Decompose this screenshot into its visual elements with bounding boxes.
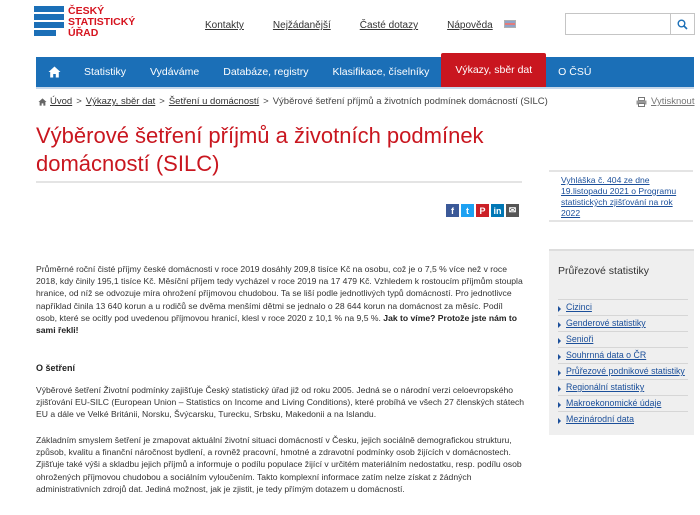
nav-vydavame[interactable]: Vydáváme xyxy=(150,66,200,78)
breadcrumb-vykazy[interactable]: Výkazy, sběr dat xyxy=(85,96,156,107)
facebook-icon[interactable]: f xyxy=(446,204,459,217)
pinterest-icon[interactable]: P xyxy=(476,204,489,217)
purpose-paragraph: Základním smyslem šetření je zmapovat aktuální životní situaci domácností v Česku, jejich sociálně demografickou strukturu, způsob, kvalitu a finanční náročnost bydlení, a rovněž pracovní, hmotné a zdravotní podmínky osob žijících v domácnostech. Zjišťuje také výši a skladbu jejich příjmů a informuje o podílu populace žijící v určitém materiálním nedostatku, resp. podílu osob ohrožených příjmovou chudobou a sociálním vyloučením. Takto komplexní informace zatím nelze získat z žádných administrativních zdrojů dat. Jediná možnost, jak je zjistit, je tedy přímým dotazem u domácností. xyxy=(36,435,522,494)
share-bar xyxy=(446,204,521,217)
email-icon[interactable]: ✉ xyxy=(506,204,519,217)
top-links xyxy=(205,20,522,31)
breadcrumb-separator: > xyxy=(263,96,269,107)
sidebox-item[interactable]: Cizinci xyxy=(558,299,688,315)
home-button[interactable] xyxy=(36,57,72,87)
search-box xyxy=(565,13,695,35)
logo-line-3: ÚŘAD xyxy=(68,27,99,39)
print-link[interactable] xyxy=(636,96,694,107)
breadcrumb-uvod[interactable]: Úvod xyxy=(50,96,73,107)
breadcrumb-current: Výběrové šetření příjmů a životních podmínek domácností (SILC) xyxy=(272,96,548,107)
search-button[interactable] xyxy=(670,14,694,34)
breadcrumb xyxy=(38,96,548,107)
nav-statistiky[interactable]: Statistiky xyxy=(84,66,127,78)
logo-text xyxy=(68,6,135,39)
home-icon xyxy=(38,98,47,106)
linkedin-icon[interactable]: in xyxy=(491,204,504,217)
sidebox-item[interactable]: Mezinárodní data xyxy=(558,411,688,427)
intro-bold: Jak to víme? Protože jste nám to sami řekli! xyxy=(36,312,518,336)
link-napoveda[interactable]: Nápověda xyxy=(447,20,493,31)
search-input[interactable] xyxy=(566,14,670,34)
sidebox-title: Průřezové statistiky xyxy=(558,265,650,277)
twitter-icon[interactable]: t xyxy=(461,204,474,217)
logo-line-1: ČESKÝ xyxy=(68,5,105,17)
nav-vykazy-sber-dat[interactable]: Výkazy, sběr dat xyxy=(441,53,546,87)
home-icon xyxy=(48,66,61,78)
about-paragraph: Výběrové šetření Životní podmínky zajišťuje Český statistický úřad již od roku 2005. Jedná se o národní verzi celoevropského zjišťování EU-SILC (European Union – Statistics on Income and Living Conditions), které probíhá ve všech 27 členských státech EU a dále ve Velké Británii, Norsku, Švýcarsku, Turecku, Srbsku, Makedonii a na Islandu. xyxy=(36,385,525,420)
logo-line-2: STATISTICKÝ xyxy=(68,16,136,28)
printer-icon xyxy=(636,97,647,107)
english-flag-icon[interactable] xyxy=(504,20,516,28)
sidebox-item[interactable]: Regionální statistiky xyxy=(558,379,688,395)
page-title: Výběrové šetření příjmů a životních podmínek domácností (SILC) xyxy=(36,123,484,176)
logo-mark xyxy=(34,6,64,42)
intro-text: Průměrné roční čisté příjmy české domácnosti v roce 2019 dosáhly 209,8 tisíce Kč na osobu, což je o 7,5 % více než v roce 2018, kdy činily 195,1 tisíce Kč. Měsíční příjem tedy vycházel v roce 2019 na 17 479 Kč. Vzhledem k rostoucím příjmům stoupla hranice, od níž se odvozuje míra ohrožení příjmovou chudobou. Ta se liší podle jednotlivých typů domácností. Pro jednotlivce například činila 13 640 korun a u rodičů se dvěma menšími dětmi se jednalo o 28 644 korun na domácnost za měsíc. Podíl osob, které se ocitly pod uvedenou příjmovou hranicí, klesl v roce 2020 z 10,1 % na 9,5 %. xyxy=(36,264,523,323)
sidebox-item[interactable]: Senioři xyxy=(558,331,688,347)
sidebox-list xyxy=(558,299,688,427)
breadcrumb-separator: > xyxy=(159,96,165,107)
nav-klasifikace-ciselniky[interactable]: Klasifikace, číselníky xyxy=(332,66,430,78)
cross-statistics-box xyxy=(549,249,694,435)
sidebox-item[interactable]: Makroekonomické údaje xyxy=(558,395,688,411)
nav-divider xyxy=(36,87,694,89)
nav-databaze-registry[interactable]: Databáze, registry xyxy=(223,66,309,78)
section-heading: O šetření xyxy=(36,363,76,373)
notice-link[interactable] xyxy=(549,170,693,222)
csu-logo[interactable] xyxy=(34,6,144,42)
title-divider xyxy=(36,181,522,183)
main-nav xyxy=(36,57,694,87)
notice-text: Vyhláška č. 404 ze dne 19.listopadu 2021 o Programu statistických zjišťování na rok 2022 xyxy=(561,175,677,218)
link-kontakty[interactable]: Kontakty xyxy=(205,20,244,31)
sidebox-item[interactable]: Genderové statistiky xyxy=(558,315,688,331)
nav-o-csu[interactable]: O ČSÚ xyxy=(558,66,592,78)
print-label: Vytisknout xyxy=(651,96,695,107)
link-nejzadanejsi[interactable]: Nejžádanější xyxy=(272,20,331,31)
search-icon xyxy=(677,19,688,30)
breadcrumb-setreni[interactable]: Šetření u domácností xyxy=(168,96,260,107)
intro-paragraph xyxy=(36,263,526,336)
link-caste-dotazy[interactable]: Časté dotazy xyxy=(359,20,419,31)
sidebox-item[interactable]: Průřezové podnikové statistiky xyxy=(558,363,688,379)
sidebox-item[interactable]: Souhrnná data o ČR xyxy=(558,347,688,363)
breadcrumb-separator: > xyxy=(76,96,82,107)
